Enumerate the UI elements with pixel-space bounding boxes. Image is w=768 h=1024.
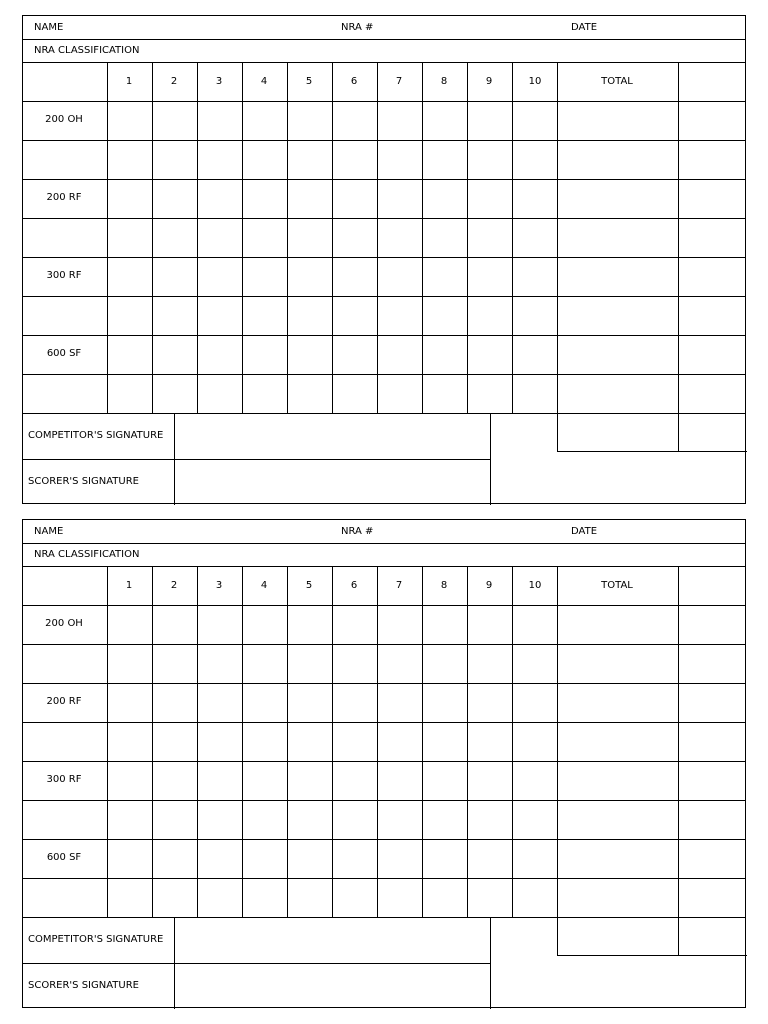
score-cell[interactable] xyxy=(513,840,557,878)
string-number: 7 xyxy=(395,76,403,87)
score-cell[interactable] xyxy=(243,141,287,179)
date-label: DATE xyxy=(571,526,598,537)
total-cell[interactable] xyxy=(558,219,678,257)
rule-line xyxy=(678,62,679,413)
score-cell[interactable] xyxy=(333,141,377,179)
total-cell[interactable] xyxy=(558,723,678,761)
rule-line xyxy=(490,917,491,1009)
string-number: 2 xyxy=(170,580,178,591)
score-cell[interactable] xyxy=(288,141,332,179)
score-cell[interactable] xyxy=(333,879,377,917)
score-cell[interactable] xyxy=(513,219,557,257)
score-cell[interactable] xyxy=(153,801,197,839)
rule-line xyxy=(23,566,745,567)
score-cell[interactable] xyxy=(423,102,467,140)
string-number: 6 xyxy=(350,76,358,87)
score-cell[interactable] xyxy=(333,258,377,296)
score-cell[interactable] xyxy=(468,645,512,683)
score-cell[interactable] xyxy=(333,723,377,761)
name-label: NAME xyxy=(34,526,64,537)
score-cell[interactable] xyxy=(153,180,197,218)
score-cell[interactable] xyxy=(108,684,152,722)
score-cell[interactable] xyxy=(243,801,287,839)
name-label: NAME xyxy=(34,22,64,33)
score-cell[interactable] xyxy=(243,840,287,878)
score-cell[interactable] xyxy=(423,375,467,413)
score-cell[interactable] xyxy=(153,840,197,878)
total-cell[interactable] xyxy=(558,645,678,683)
score-cell[interactable] xyxy=(333,801,377,839)
score-cell[interactable] xyxy=(108,879,152,917)
score-cell[interactable] xyxy=(243,219,287,257)
score-cell[interactable] xyxy=(513,879,557,917)
score-cell[interactable] xyxy=(423,606,467,644)
rule-line xyxy=(557,413,558,451)
score-cell[interactable] xyxy=(153,258,197,296)
rule-line xyxy=(23,39,745,40)
string-number: 10 xyxy=(528,580,542,591)
score-cell[interactable] xyxy=(378,102,422,140)
score-cell[interactable] xyxy=(243,645,287,683)
stage-label: 200 RF xyxy=(46,696,82,707)
stage-label: 200 RF xyxy=(46,192,82,203)
score-cell[interactable] xyxy=(108,297,152,335)
score-cell[interactable] xyxy=(378,258,422,296)
score-cell[interactable] xyxy=(468,801,512,839)
score-cell[interactable] xyxy=(198,801,242,839)
score-cell[interactable] xyxy=(378,336,422,374)
string-number: 5 xyxy=(305,76,313,87)
score-cell[interactable] xyxy=(288,219,332,257)
score-cell[interactable] xyxy=(513,645,557,683)
total-cell[interactable] xyxy=(558,180,678,218)
scorer-signature-label: SCORER'S SIGNATURE xyxy=(28,980,139,991)
score-cell[interactable] xyxy=(198,879,242,917)
score-cell[interactable] xyxy=(288,762,332,800)
score-cell[interactable] xyxy=(243,606,287,644)
score-cell[interactable] xyxy=(153,375,197,413)
score-cell[interactable] xyxy=(468,141,512,179)
score-cell[interactable] xyxy=(333,219,377,257)
score-cell[interactable] xyxy=(468,180,512,218)
score-cell[interactable] xyxy=(198,336,242,374)
string-number: 4 xyxy=(260,76,268,87)
classification-label: NRA CLASSIFICATION xyxy=(34,549,140,560)
string-number: 7 xyxy=(395,580,403,591)
score-cell[interactable] xyxy=(333,645,377,683)
score-cell[interactable] xyxy=(378,840,422,878)
score-cell[interactable] xyxy=(513,336,557,374)
score-cell[interactable] xyxy=(153,219,197,257)
total-cell[interactable] xyxy=(558,762,678,800)
score-cell[interactable] xyxy=(108,645,152,683)
score-cell[interactable] xyxy=(333,336,377,374)
score-cell[interactable] xyxy=(243,297,287,335)
score-cell[interactable] xyxy=(288,723,332,761)
stage-label: 600 SF xyxy=(46,852,82,863)
string-number: 8 xyxy=(440,76,448,87)
total-cell[interactable] xyxy=(558,684,678,722)
score-cell[interactable] xyxy=(333,180,377,218)
string-number: 6 xyxy=(350,580,358,591)
string-number: 1 xyxy=(125,76,133,87)
score-cell[interactable] xyxy=(153,762,197,800)
score-cell[interactable] xyxy=(513,606,557,644)
score-cell[interactable] xyxy=(198,219,242,257)
stage-label: 300 RF xyxy=(46,270,82,281)
score-cell[interactable] xyxy=(243,762,287,800)
score-cell[interactable] xyxy=(513,801,557,839)
score-cell[interactable] xyxy=(288,375,332,413)
score-cell[interactable] xyxy=(108,606,152,644)
score-cell[interactable] xyxy=(243,102,287,140)
total-cell[interactable] xyxy=(558,336,678,374)
nra-number-label: NRA # xyxy=(341,526,374,537)
score-cell[interactable] xyxy=(243,684,287,722)
score-cell[interactable] xyxy=(108,141,152,179)
score-cell[interactable] xyxy=(513,258,557,296)
score-cell[interactable] xyxy=(243,180,287,218)
score-cell[interactable] xyxy=(198,840,242,878)
rule-line xyxy=(678,413,679,451)
score-cell[interactable] xyxy=(468,297,512,335)
score-cell[interactable] xyxy=(468,762,512,800)
score-cell[interactable] xyxy=(513,762,557,800)
total-cell[interactable] xyxy=(558,258,678,296)
score-cell[interactable] xyxy=(153,102,197,140)
rule-line xyxy=(557,955,747,956)
rule-line xyxy=(23,543,745,544)
rule-line xyxy=(678,566,679,917)
score-cell[interactable] xyxy=(288,606,332,644)
score-cell[interactable] xyxy=(423,219,467,257)
score-cell[interactable] xyxy=(333,102,377,140)
score-cell[interactable] xyxy=(153,684,197,722)
score-cell[interactable] xyxy=(333,297,377,335)
score-cell[interactable] xyxy=(513,180,557,218)
score-cell[interactable] xyxy=(153,645,197,683)
total-cell[interactable] xyxy=(558,297,678,335)
total-label: TOTAL xyxy=(601,580,633,591)
score-cell[interactable] xyxy=(468,879,512,917)
score-cell[interactable] xyxy=(108,801,152,839)
score-cell[interactable] xyxy=(333,684,377,722)
score-cell[interactable] xyxy=(423,723,467,761)
score-cell[interactable] xyxy=(198,645,242,683)
total-cell[interactable] xyxy=(558,375,678,413)
score-cell[interactable] xyxy=(468,375,512,413)
score-cell[interactable] xyxy=(198,180,242,218)
scorer-signature-label: SCORER'S SIGNATURE xyxy=(28,476,139,487)
score-cell[interactable] xyxy=(423,258,467,296)
score-cell[interactable] xyxy=(108,180,152,218)
score-cell[interactable] xyxy=(378,297,422,335)
score-cell[interactable] xyxy=(153,141,197,179)
competitor-signature-label: COMPETITOR'S SIGNATURE xyxy=(28,934,164,945)
score-cell[interactable] xyxy=(423,336,467,374)
score-cell[interactable] xyxy=(378,684,422,722)
total-cell[interactable] xyxy=(558,840,678,878)
score-cell[interactable] xyxy=(198,684,242,722)
competitor-signature-label: COMPETITOR'S SIGNATURE xyxy=(28,430,164,441)
score-cell[interactable] xyxy=(468,684,512,722)
string-number: 3 xyxy=(215,580,223,591)
score-cell[interactable] xyxy=(108,102,152,140)
stage-label: 600 SF xyxy=(46,348,82,359)
score-cell[interactable] xyxy=(288,801,332,839)
score-cell[interactable] xyxy=(423,684,467,722)
score-card xyxy=(22,15,746,504)
score-cell[interactable] xyxy=(108,723,152,761)
rule-line xyxy=(557,917,558,955)
string-number: 5 xyxy=(305,580,313,591)
score-cell[interactable] xyxy=(198,762,242,800)
total-cell[interactable] xyxy=(558,141,678,179)
rule-line xyxy=(23,62,745,63)
total-cell[interactable] xyxy=(558,102,678,140)
score-cell[interactable] xyxy=(153,297,197,335)
score-cell[interactable] xyxy=(423,180,467,218)
score-cell[interactable] xyxy=(378,723,422,761)
score-cell[interactable] xyxy=(333,606,377,644)
score-cell[interactable] xyxy=(198,606,242,644)
score-cell[interactable] xyxy=(378,645,422,683)
score-cell[interactable] xyxy=(288,102,332,140)
classification-label: NRA CLASSIFICATION xyxy=(34,45,140,56)
string-number: 2 xyxy=(170,76,178,87)
score-cell[interactable] xyxy=(288,879,332,917)
score-cell[interactable] xyxy=(288,180,332,218)
string-number: 8 xyxy=(440,580,448,591)
score-cell[interactable] xyxy=(513,684,557,722)
score-cell[interactable] xyxy=(243,723,287,761)
score-cell[interactable] xyxy=(513,723,557,761)
score-cell[interactable] xyxy=(153,606,197,644)
score-cell[interactable] xyxy=(423,801,467,839)
string-number: 1 xyxy=(125,580,133,591)
score-cell[interactable] xyxy=(468,258,512,296)
score-cell[interactable] xyxy=(378,375,422,413)
nra-number-label: NRA # xyxy=(341,22,374,33)
total-cell[interactable] xyxy=(558,606,678,644)
score-cell[interactable] xyxy=(288,297,332,335)
string-number: 3 xyxy=(215,76,223,87)
score-cell[interactable] xyxy=(378,879,422,917)
scorer-signature-field[interactable] xyxy=(175,460,489,504)
score-cell[interactable] xyxy=(423,141,467,179)
score-cell[interactable] xyxy=(198,141,242,179)
string-number: 4 xyxy=(260,580,268,591)
score-cell[interactable] xyxy=(333,840,377,878)
score-cell[interactable] xyxy=(378,180,422,218)
rule-line xyxy=(557,451,747,452)
score-cell[interactable] xyxy=(153,723,197,761)
score-cell[interactable] xyxy=(153,336,197,374)
score-cell[interactable] xyxy=(468,840,512,878)
total-cell[interactable] xyxy=(558,879,678,917)
score-cell[interactable] xyxy=(108,258,152,296)
score-cell[interactable] xyxy=(513,141,557,179)
string-number: 9 xyxy=(485,580,493,591)
score-cell[interactable] xyxy=(108,375,152,413)
score-cell[interactable] xyxy=(378,219,422,257)
total-label: TOTAL xyxy=(601,76,633,87)
score-cell[interactable] xyxy=(333,375,377,413)
score-cell[interactable] xyxy=(378,762,422,800)
competitor-signature-field[interactable] xyxy=(175,414,489,458)
score-cell[interactable] xyxy=(198,297,242,335)
score-cell[interactable] xyxy=(288,840,332,878)
score-cell[interactable] xyxy=(423,840,467,878)
score-cell[interactable] xyxy=(198,258,242,296)
score-cell[interactable] xyxy=(108,762,152,800)
score-cell[interactable] xyxy=(468,606,512,644)
score-cell[interactable] xyxy=(108,219,152,257)
score-cell[interactable] xyxy=(288,645,332,683)
stage-label: 200 OH xyxy=(45,114,83,125)
score-cell[interactable] xyxy=(243,879,287,917)
score-cell[interactable] xyxy=(243,258,287,296)
score-cell[interactable] xyxy=(468,723,512,761)
score-cell[interactable] xyxy=(288,258,332,296)
string-number: 9 xyxy=(485,76,493,87)
score-cell[interactable] xyxy=(468,336,512,374)
score-cell[interactable] xyxy=(243,375,287,413)
score-card xyxy=(22,519,746,1008)
score-cell[interactable] xyxy=(198,102,242,140)
rule-line xyxy=(490,413,491,505)
competitor-signature-field[interactable] xyxy=(175,918,489,962)
score-cell[interactable] xyxy=(513,102,557,140)
date-label: DATE xyxy=(571,22,598,33)
score-cell[interactable] xyxy=(198,723,242,761)
score-cell[interactable] xyxy=(333,762,377,800)
score-cell[interactable] xyxy=(468,219,512,257)
stage-label: 300 RF xyxy=(46,774,82,785)
scorer-signature-field[interactable] xyxy=(175,964,489,1008)
stage-label: 200 OH xyxy=(45,618,83,629)
score-cell[interactable] xyxy=(423,645,467,683)
rule-line xyxy=(678,917,679,955)
score-cell[interactable] xyxy=(378,141,422,179)
score-cell[interactable] xyxy=(468,102,512,140)
score-cell[interactable] xyxy=(108,840,152,878)
score-cell[interactable] xyxy=(198,375,242,413)
score-cell[interactable] xyxy=(378,606,422,644)
score-cell[interactable] xyxy=(513,297,557,335)
score-cell[interactable] xyxy=(153,879,197,917)
score-cell[interactable] xyxy=(423,879,467,917)
score-cell[interactable] xyxy=(108,336,152,374)
total-cell[interactable] xyxy=(558,801,678,839)
score-cell[interactable] xyxy=(513,375,557,413)
score-cell[interactable] xyxy=(243,336,287,374)
score-cell[interactable] xyxy=(288,336,332,374)
score-cell[interactable] xyxy=(378,801,422,839)
score-cell[interactable] xyxy=(423,297,467,335)
score-cell[interactable] xyxy=(423,762,467,800)
string-number: 10 xyxy=(528,76,542,87)
score-cell[interactable] xyxy=(288,684,332,722)
